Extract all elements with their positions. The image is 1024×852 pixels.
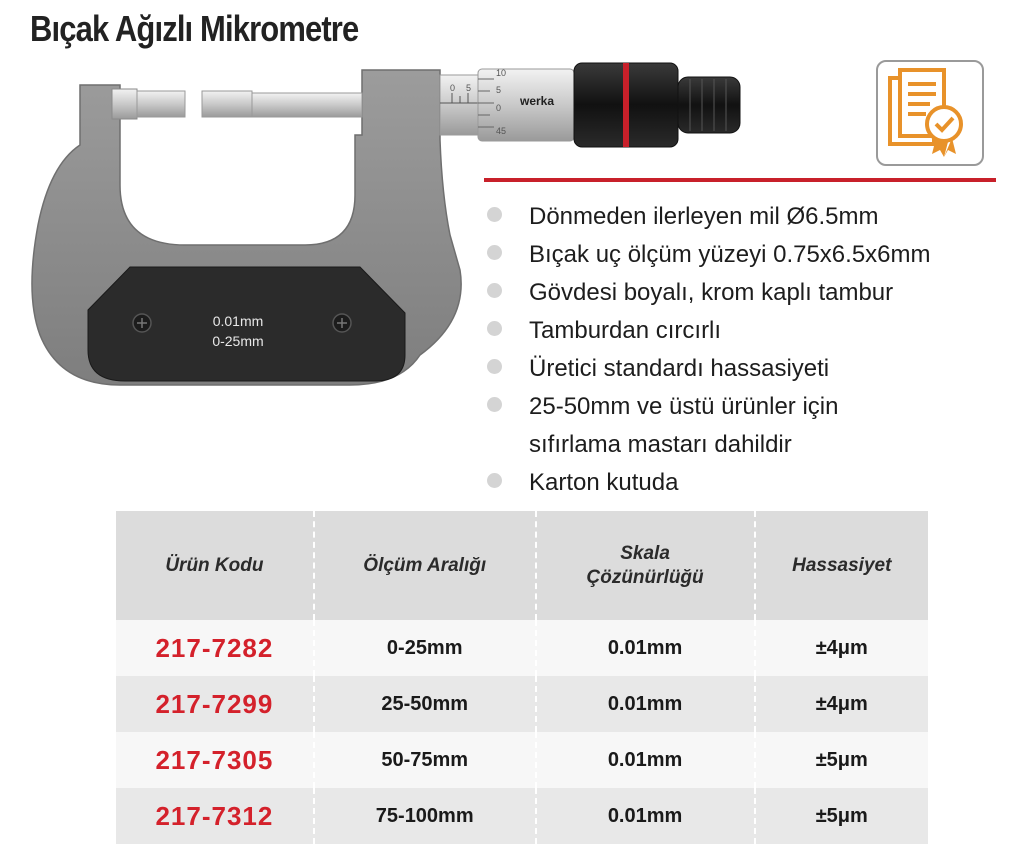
table-row	[116, 732, 928, 788]
feature-item	[484, 198, 931, 236]
red-ring	[623, 63, 629, 147]
measure-range: 0-25mm	[314, 620, 536, 676]
product-code: 217-7282	[116, 620, 314, 676]
spec-table	[116, 511, 928, 844]
feature-text: 25-50mm ve üstü ürünler için	[529, 393, 839, 420]
svg-text:45: 45	[496, 126, 507, 136]
svg-text:0: 0	[496, 103, 502, 113]
feature-item	[484, 464, 931, 502]
header-range: Ölçüm Aralığı	[314, 511, 536, 620]
anvil-blade	[137, 91, 185, 117]
feature-text: Üretici standardı hassasiyeti	[529, 355, 830, 382]
table-row	[116, 676, 928, 732]
scale-resolution: 0.01mm	[536, 732, 755, 788]
feature-item	[484, 388, 931, 426]
certificate-badge	[876, 60, 984, 166]
anvil	[112, 89, 137, 119]
feature-text: Tamburdan cırcırlı	[529, 317, 722, 344]
scale-resolution: 0.01mm	[536, 788, 755, 844]
bullet-icon	[487, 397, 502, 412]
table-row	[116, 620, 928, 676]
certificate-icon	[878, 62, 982, 164]
feature-item	[484, 312, 931, 350]
feature-item	[484, 236, 931, 274]
bullet-icon	[487, 283, 502, 298]
table-row	[116, 788, 928, 844]
feature-text: sıfırlama mastarı dahildir	[529, 431, 792, 458]
ratchet	[678, 77, 740, 133]
svg-text:5: 5	[496, 85, 502, 95]
plate-range: 0-25mm	[212, 333, 264, 349]
feature-item	[484, 274, 931, 312]
page-title: Bıçak Ağızlı Mikrometre	[30, 8, 359, 49]
feature-list	[484, 198, 931, 502]
plate-resolution: 0.01mm	[212, 313, 264, 329]
scale-resolution: 0.01mm	[536, 620, 755, 676]
bullet-icon	[487, 321, 502, 336]
measure-range: 75-100mm	[314, 788, 536, 844]
accuracy: ±5μm	[755, 788, 928, 844]
feature-text: Bıçak uç ölçüm yüzeyi 0.75x6.5x6mm	[529, 241, 931, 268]
section-divider	[484, 178, 996, 182]
measure-range: 25-50mm	[314, 676, 536, 732]
header-resolution: Skala Çözünürlüğü	[536, 511, 755, 620]
header-accuracy: Hassasiyet	[755, 511, 928, 620]
svg-text:10: 10	[496, 68, 507, 78]
table-header-row	[116, 511, 928, 620]
feature-text: Gövdesi boyalı, krom kaplı tambur	[529, 279, 894, 306]
bullet-icon	[487, 359, 502, 374]
accuracy: ±5μm	[755, 732, 928, 788]
spindle	[252, 93, 362, 117]
scale-resolution: 0.01mm	[536, 676, 755, 732]
brand-logo: werka	[520, 94, 555, 108]
product-code: 217-7305	[116, 732, 314, 788]
svg-text:0: 0	[450, 83, 456, 93]
accuracy: ±4μm	[755, 676, 928, 732]
header-product-code: Ürün Kodu	[116, 511, 314, 620]
product-code: 217-7312	[116, 788, 314, 844]
feature-text: Karton kutuda	[529, 469, 679, 496]
svg-text:5: 5	[466, 83, 472, 93]
feature-item	[484, 350, 931, 388]
spindle-blade	[202, 91, 252, 117]
measure-range: 50-75mm	[314, 732, 536, 788]
feature-text: Dönmeden ilerleyen mil Ø6.5mm	[529, 203, 879, 230]
bullet-icon	[487, 245, 502, 260]
accuracy: ±4μm	[755, 620, 928, 676]
product-code: 217-7299	[116, 676, 314, 732]
bullet-icon	[487, 207, 502, 222]
bullet-icon	[487, 473, 502, 488]
feature-item-continued	[484, 426, 931, 464]
